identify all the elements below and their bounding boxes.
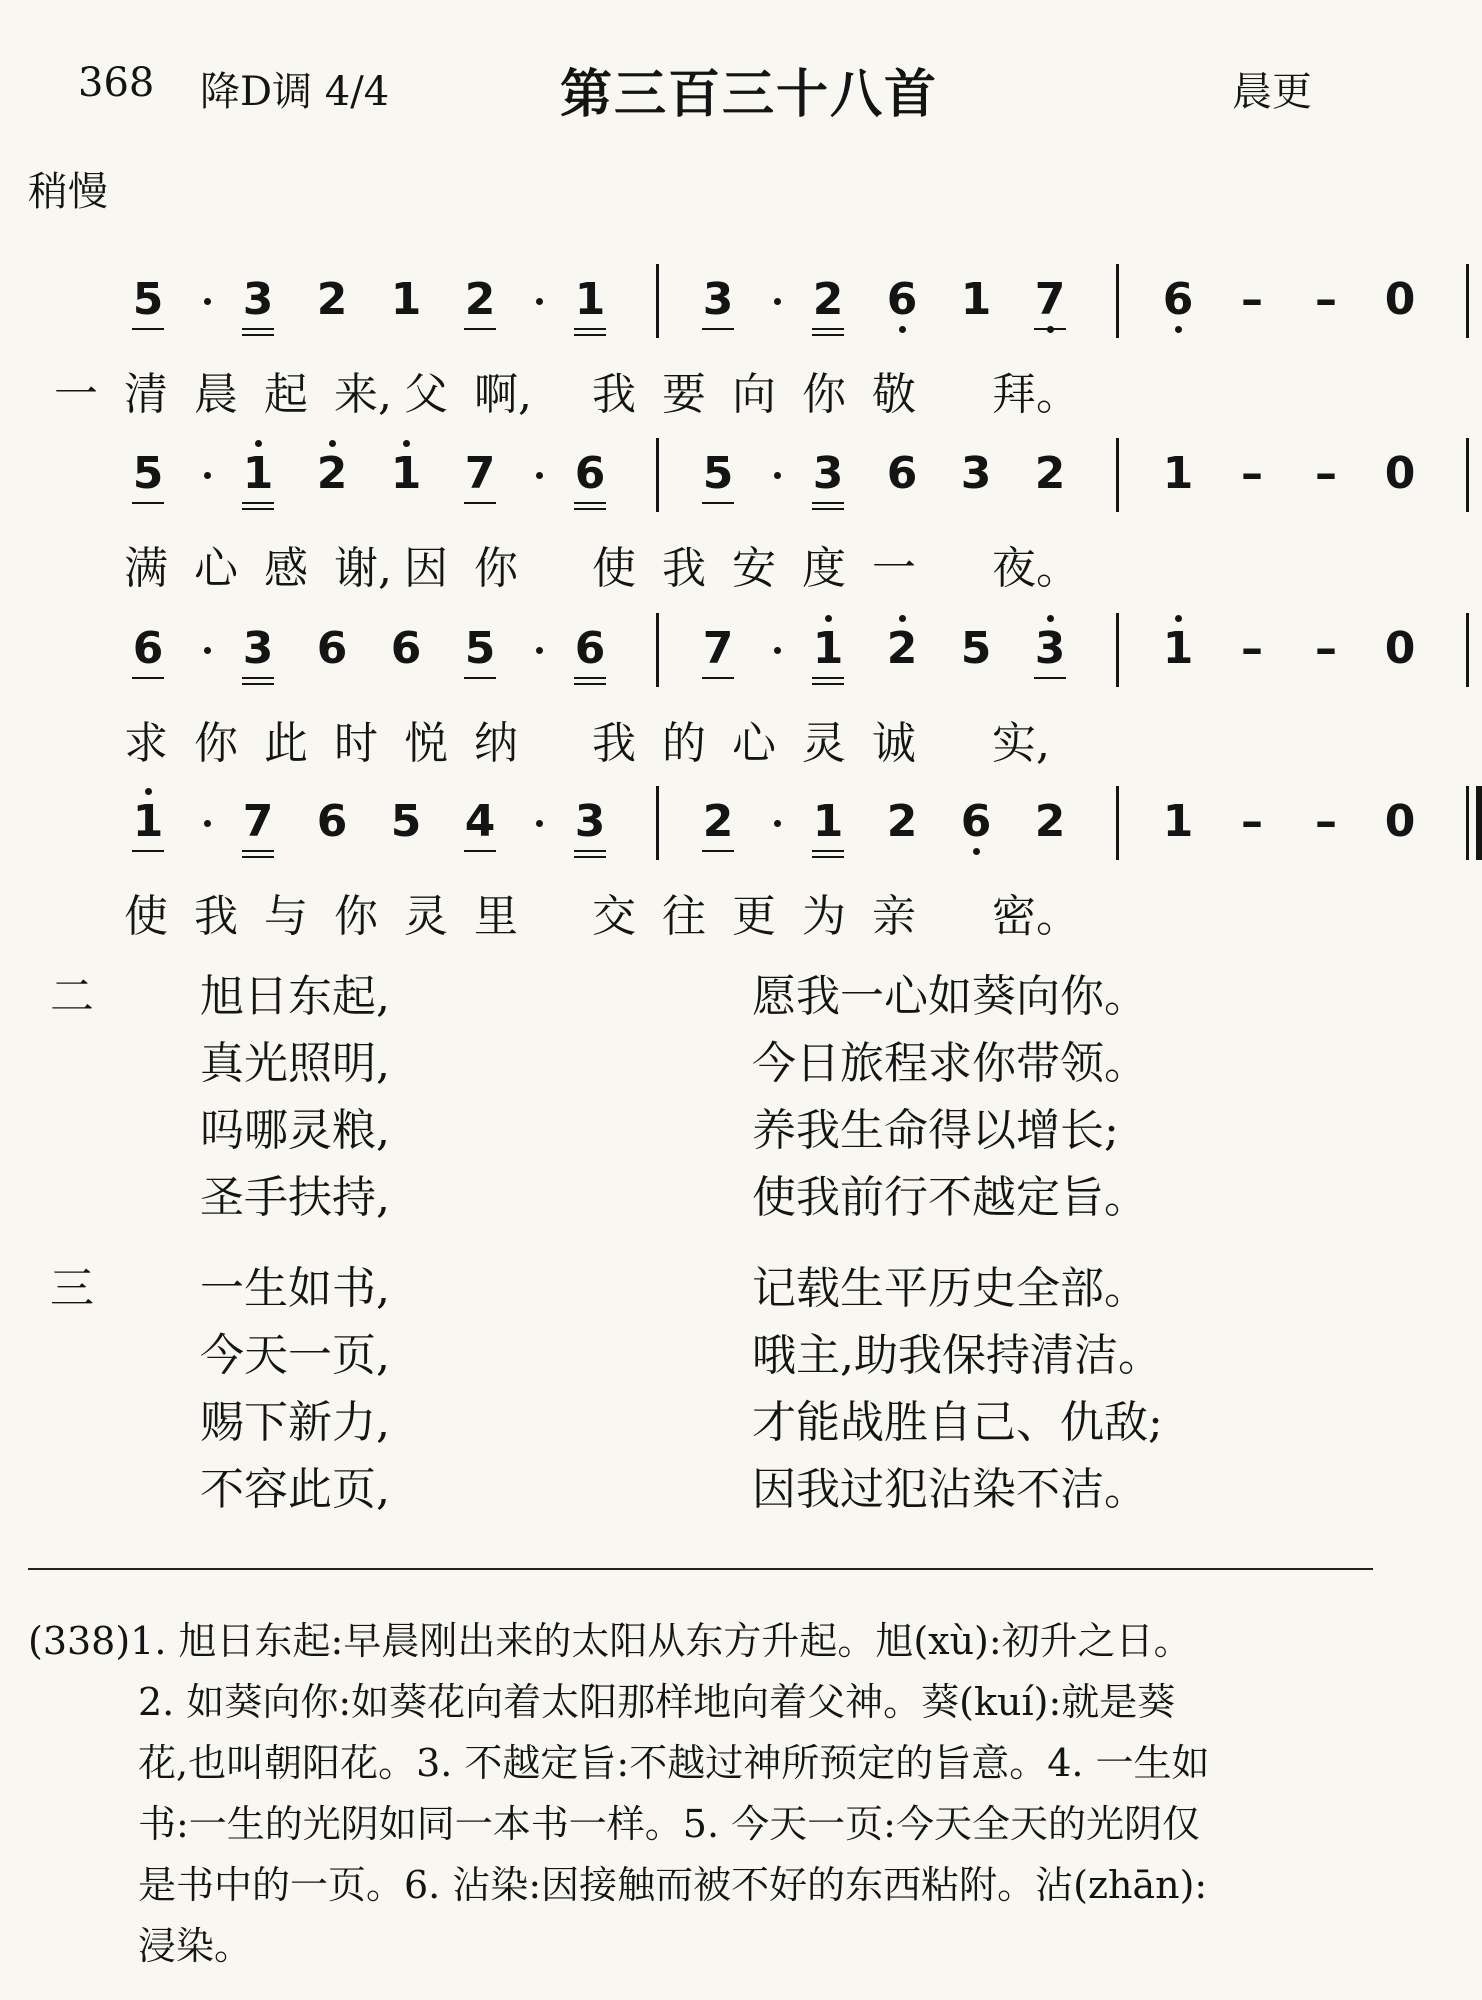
octave-up-dot: [403, 440, 410, 447]
beam-underline: [132, 677, 164, 679]
note-digit: 7: [464, 448, 496, 499]
lyric-syllable: 你: [802, 369, 846, 420]
note-digit: 1: [390, 448, 422, 499]
barline: [656, 786, 659, 860]
note-digit: 5: [702, 448, 734, 499]
note-digit: 1: [574, 274, 606, 325]
lyric-syllable: 亲: [872, 891, 916, 942]
beam-underline: [242, 683, 274, 685]
beam-underline: [574, 683, 606, 685]
note-digit: 6: [886, 448, 918, 499]
lyric-syllable: 敬: [872, 369, 916, 420]
lyric-syllable: 感: [264, 543, 308, 594]
augmentation-dot: [204, 820, 211, 827]
verse-line-second-half: 今日旅程求你带领。: [752, 1038, 1148, 1089]
footnote-line: 书:一生的光阴如同一本书一样。5. 今天一页:今天全天的光阴仅: [138, 1802, 1200, 1846]
verse-line-first-half: 吗哪灵粮,: [200, 1105, 390, 1156]
note-digit: 3: [702, 274, 734, 325]
lyric-syllable: 安: [732, 543, 776, 594]
verse-number: 三: [50, 1263, 94, 1314]
lyric-syllable: 里: [474, 891, 518, 942]
lyric-syllable: 啊,: [474, 369, 532, 420]
lyric-syllable: 与: [264, 891, 308, 942]
note-digit: 1: [242, 448, 274, 499]
note-digit: 0: [1384, 448, 1416, 499]
note-digit: 3: [242, 274, 274, 325]
beam-underline: [574, 677, 606, 679]
barline: [656, 264, 659, 338]
octave-up-dot: [145, 788, 152, 795]
lyric-syllable: 起: [264, 369, 308, 420]
beam-underline: [812, 683, 844, 685]
hymn-title: 第三百三十八首: [560, 65, 939, 125]
note-digit: 1: [812, 623, 844, 674]
lyric-syllable: 诚: [872, 718, 916, 769]
octave-up-dot: [1175, 615, 1182, 622]
sustain-dash: –: [1315, 623, 1337, 674]
augmentation-dot: [204, 298, 211, 305]
lyric-syllable: 为: [802, 891, 846, 942]
note-digit: 6: [316, 623, 348, 674]
verse-line-second-half: 愿我一心如葵向你。: [752, 971, 1148, 1022]
beam-underline: [702, 502, 734, 504]
hymn-category: 晨更: [1232, 69, 1312, 115]
tempo-marking: 稍慢: [28, 169, 108, 215]
note-digit: 2: [316, 274, 348, 325]
lyric-syllable: 灵: [802, 718, 846, 769]
beam-underline: [1034, 328, 1066, 330]
beam-underline: [574, 502, 606, 504]
note-digit: 7: [1034, 274, 1066, 325]
note-digit: 3: [242, 623, 274, 674]
lyric-syllable: 往: [662, 891, 706, 942]
beam-underline: [1034, 677, 1066, 679]
beam-underline: [464, 677, 496, 679]
lyric-syllable: 你: [194, 718, 238, 769]
augmentation-dot: [536, 820, 543, 827]
lyric-syllable: 来,: [334, 369, 392, 420]
note-digit: 7: [702, 623, 734, 674]
note-digit: 6: [316, 796, 348, 847]
lyric-syllable: 我: [592, 718, 636, 769]
lyric-syllable: 灵: [404, 891, 448, 942]
augmentation-dot: [536, 298, 543, 305]
beam-underline: [242, 328, 274, 330]
sustain-dash: –: [1241, 448, 1263, 499]
verse-line-first-half: 一生如书,: [200, 1263, 390, 1314]
lyric-syllable: 你: [474, 543, 518, 594]
note-digit: 7: [242, 796, 274, 847]
note-digit: 6: [390, 623, 422, 674]
note-digit: 5: [464, 623, 496, 674]
note-digit: 1: [960, 274, 992, 325]
note-digit: 6: [574, 448, 606, 499]
lyric-syllable: 一: [872, 543, 916, 594]
sustain-dash: –: [1241, 274, 1263, 325]
sustain-dash: –: [1315, 274, 1337, 325]
note-digit: 4: [464, 796, 496, 847]
barline: [1466, 438, 1469, 512]
octave-up-dot: [329, 440, 336, 447]
lyric-syllable: 悦: [404, 718, 448, 769]
beam-underline: [702, 677, 734, 679]
note-digit: 1: [1162, 796, 1194, 847]
beam-underline: [812, 677, 844, 679]
octave-up-dot: [899, 615, 906, 622]
barline: [1466, 264, 1469, 338]
sustain-dash: –: [1241, 623, 1263, 674]
lyric-syllable: 拜。: [992, 369, 1080, 420]
lyric-syllable: 你: [334, 891, 378, 942]
footnote-line: 花,也叫朝阳花。3. 不越定旨:不越过神所预定的旨意。4. 一生如: [138, 1741, 1210, 1785]
verse-line-first-half: 赐下新力,: [200, 1397, 390, 1448]
lyric-syllable: 实,: [992, 718, 1050, 769]
barline: [656, 613, 659, 687]
note-digit: 0: [1384, 274, 1416, 325]
octave-down-dot: [973, 848, 980, 855]
beam-underline: [702, 328, 734, 330]
beam-underline: [812, 334, 844, 336]
verse-number: 二: [50, 971, 94, 1022]
lyric-syllable: 心: [732, 718, 776, 769]
key-and-meter: 降D调 4/4: [200, 69, 390, 115]
verse-line-first-half: 不容此页,: [200, 1464, 390, 1515]
footnote-line: 浸染。: [138, 1924, 253, 1968]
beam-underline: [242, 502, 274, 504]
lyric-syllable: 向: [732, 369, 776, 420]
note-digit: 5: [132, 274, 164, 325]
beam-underline: [812, 502, 844, 504]
beam-underline: [132, 502, 164, 504]
lyric-syllable: 晨: [194, 369, 238, 420]
sustain-dash: –: [1241, 796, 1263, 847]
beam-underline: [464, 502, 496, 504]
beam-underline: [574, 334, 606, 336]
footnote-line: (338)1. 旭日东起:早晨刚出来的太阳从东方升起。旭(xù):初升之日。: [28, 1619, 1192, 1663]
verse-line-first-half: 真光照明,: [200, 1038, 390, 1089]
note-digit: 3: [574, 796, 606, 847]
note-digit: 2: [886, 623, 918, 674]
beam-underline: [464, 328, 496, 330]
lyric-syllable: 我: [662, 543, 706, 594]
verse-line-second-half: 使我前行不越定旨。: [752, 1172, 1148, 1223]
note-digit: 5: [390, 796, 422, 847]
page-number: 368: [78, 60, 155, 106]
final-barline: [1476, 786, 1482, 860]
barline: [656, 438, 659, 512]
lyric-syllable: 因: [404, 543, 448, 594]
note-digit: 2: [464, 274, 496, 325]
lyric-syllable: 谢,: [334, 543, 392, 594]
note-digit: 6: [132, 623, 164, 674]
note-digit: 2: [702, 796, 734, 847]
note-digit: 3: [960, 448, 992, 499]
note-digit: 1: [132, 796, 164, 847]
beam-underline: [132, 328, 164, 330]
note-digit: 5: [132, 448, 164, 499]
note-digit: 2: [812, 274, 844, 325]
lyric-syllable: 夜。: [992, 543, 1080, 594]
beam-underline: [132, 850, 164, 852]
augmentation-dot: [536, 472, 543, 479]
octave-up-dot: [255, 440, 262, 447]
footnote-line: 是书中的一页。6. 沾染:因接触而被不好的东西粘附。沾(zhān):: [138, 1863, 1208, 1907]
lyric-syllable: 时: [334, 718, 378, 769]
verse-line-second-half: 哦主,助我保持清洁。: [752, 1330, 1162, 1381]
note-digit: 2: [316, 448, 348, 499]
augmentation-dot: [774, 820, 781, 827]
beam-underline: [574, 328, 606, 330]
note-digit: 6: [960, 796, 992, 847]
beam-underline: [242, 677, 274, 679]
verse-label: 一: [54, 369, 98, 420]
lyric-syllable: 更: [732, 891, 776, 942]
lyric-syllable: 使: [124, 891, 168, 942]
beam-underline: [812, 508, 844, 510]
beam-underline: [464, 850, 496, 852]
lyric-syllable: 满: [124, 543, 168, 594]
augmentation-dot: [204, 647, 211, 654]
footnote-divider: [28, 1568, 1373, 1570]
verse-line-first-half: 圣手扶持,: [200, 1172, 390, 1223]
beam-underline: [242, 850, 274, 852]
sustain-dash: –: [1315, 796, 1337, 847]
augmentation-dot: [204, 472, 211, 479]
note-digit: 1: [1162, 448, 1194, 499]
beam-underline: [574, 508, 606, 510]
note-digit: 6: [574, 623, 606, 674]
beam-underline: [242, 856, 274, 858]
note-digit: 2: [1034, 448, 1066, 499]
beam-underline: [812, 856, 844, 858]
lyric-syllable: 我: [194, 891, 238, 942]
augmentation-dot: [774, 647, 781, 654]
lyric-syllable: 要: [662, 369, 706, 420]
note-digit: 2: [886, 796, 918, 847]
verse-line-second-half: 才能战胜自己、仇敌;: [752, 1397, 1163, 1448]
note-digit: 3: [812, 448, 844, 499]
lyric-syllable: 心: [194, 543, 238, 594]
note-digit: 6: [886, 274, 918, 325]
beam-underline: [574, 856, 606, 858]
note-digit: 5: [960, 623, 992, 674]
note-digit: 1: [812, 796, 844, 847]
beam-underline: [242, 508, 274, 510]
lyric-syllable: 密。: [992, 891, 1080, 942]
verse-line-first-half: 旭日东起,: [200, 971, 390, 1022]
note-digit: 1: [390, 274, 422, 325]
augmentation-dot: [536, 647, 543, 654]
barline: [1116, 613, 1119, 687]
barline: [1116, 264, 1119, 338]
lyric-syllable: 清: [124, 369, 168, 420]
barline: [1466, 613, 1469, 687]
barline: [1116, 438, 1119, 512]
lyric-syllable: 度: [802, 543, 846, 594]
verse-line-first-half: 今天一页,: [200, 1330, 390, 1381]
verse-line-second-half: 因我过犯沾染不洁。: [752, 1464, 1148, 1515]
lyric-syllable: 求: [124, 718, 168, 769]
octave-down-dot: [1175, 326, 1182, 333]
note-digit: 0: [1384, 623, 1416, 674]
verse-line-second-half: 记载生平历史全部。: [752, 1263, 1148, 1314]
lyric-syllable: 的: [662, 718, 706, 769]
beam-underline: [812, 328, 844, 330]
augmentation-dot: [774, 298, 781, 305]
beam-underline: [242, 334, 274, 336]
barline: [1116, 786, 1119, 860]
octave-up-dot: [825, 615, 832, 622]
note-digit: 0: [1384, 796, 1416, 847]
sustain-dash: –: [1315, 448, 1337, 499]
lyric-syllable: 父: [404, 369, 448, 420]
footnote-line: 2. 如葵向你:如葵花向着太阳那样地向着父神。葵(kuí):就是葵: [138, 1680, 1176, 1724]
lyric-syllable: 此: [264, 718, 308, 769]
note-digit: 6: [1162, 274, 1194, 325]
augmentation-dot: [774, 472, 781, 479]
note-digit: 2: [1034, 796, 1066, 847]
verse-line-second-half: 养我生命得以增长;: [752, 1105, 1119, 1156]
barline: [1466, 786, 1469, 860]
note-digit: 1: [1162, 623, 1194, 674]
octave-up-dot: [1047, 615, 1054, 622]
lyric-syllable: 纳: [474, 718, 518, 769]
beam-underline: [812, 850, 844, 852]
lyric-syllable: 使: [592, 543, 636, 594]
beam-underline: [702, 850, 734, 852]
lyric-syllable: 交: [592, 891, 636, 942]
octave-down-dot: [899, 326, 906, 333]
beam-underline: [574, 850, 606, 852]
lyric-syllable: 我: [592, 369, 636, 420]
note-digit: 3: [1034, 623, 1066, 674]
